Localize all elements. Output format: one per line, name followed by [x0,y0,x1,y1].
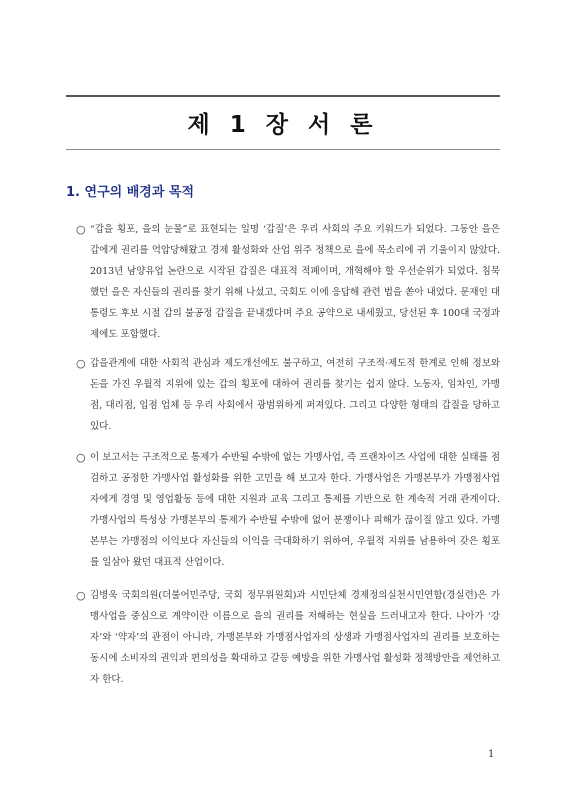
paragraph-3 [76,447,500,573]
paragraph-text: 김병욱 국회의원(더불어민주당, 국회 정무위원회)과 시민단체 경제정의실천시민연합(경실련)은 가맹사업을 중심으로 계약이란 이름으로 을의 권리를 저해하는 현실을 드러내고자 한다. 나아가 ‘강자’와 ‘약자’의 관점이 아니라, 가맹본부와 가맹점사업자의 상생과 가맹점사업자의 권리를 보호하는 동시에 소비자의 권익과 편의성을 확대하고 갈등 예방을 위한 가맹사업 활성화 정책방안을 제언하고자 한다. [90,590,500,685]
section-title: 1. 연구의 배경과 목적 [66,185,195,200]
circle-bullet-icon: ○ [76,357,86,370]
paragraph-text: 갑을관계에 대한 사회적 관심과 제도개선에도 불구하고, 여전히 구조적·제도적 한계로 인해 정보와 돈을 가진 우월적 지위에 있는 갑의 횡포에 대하여 권리를 찾기는 쉽지 않다. 노동자, 임차인, 가맹점, 대리점, 입점 업체 등 우리 사회에서 광범위하게 퍼져있다. 그리고 다양한 형태의 갑질을 당하고 있다. [90,358,500,432]
paragraph-text: 이 보고서는 구조적으로 통제가 수반될 수밖에 없는 가맹사업, 즉 프랜차이즈 사업에 대한 실태를 점검하고 공정한 가맹사업 활성화를 위한 고민을 해 보고자 한다. 가맹사업은 가맹본부가 가맹점사업자에게 경영 및 영업활동 등에 대한 지원과 교육 그리고 통제를 기반으로 한 계속적 거래 관계이다. 가맹사업의 특성상 가맹본부의 통제가 수반될 수밖에 없어 분쟁이나 피해가 끊이질 않고 있다. 가맹본부는 가맹점의 이익보다 자신들의 이익을 극대화하기 위하여, 우월적 지위를 남용하여 갖은 횡포를 일삼아 왔던 대표적 산업이다. [90,452,500,568]
paragraph-4 [76,585,500,690]
circle-bullet-icon: ○ [76,451,86,464]
circle-bullet-icon: ○ [76,223,86,236]
page-number: 1 [488,749,495,760]
chapter-title: 제 1 장 서 론 [187,112,379,138]
bottom-rule [66,149,500,150]
paragraph-1 [76,219,500,345]
circle-bullet-icon: ○ [76,589,86,602]
paragraph-2 [76,353,500,437]
top-rule [66,95,500,97]
paragraph-text: “갑을 횡포, 을의 눈물”로 표현되는 일명 ‘갑질’은 우리 사회의 주요 키워드가 되었다. 그동안 을은 갑에게 권리를 억압당해왔고 경제 활성화와 산업 위주 정책으로 을에 목소리에 귀 기울이지 않았다. 2013년 남양유업 논란으로 시작된 갑질은 대표적 적폐이며, 개혁해야 할 우선순위가 되었다. 침묵했던 을은 자신들의 권리를 찾기 위해 나섰고, 국회도 이에 응답해 관련 법을 쏟아 내었다. 문재인 대통령도 후보 시절 갑의 불공정 갑질을 끝내겠다며 주요 공약으로 내세웠고, 당선된 후 100대 국정과제에도 포함했다. [90,224,500,340]
